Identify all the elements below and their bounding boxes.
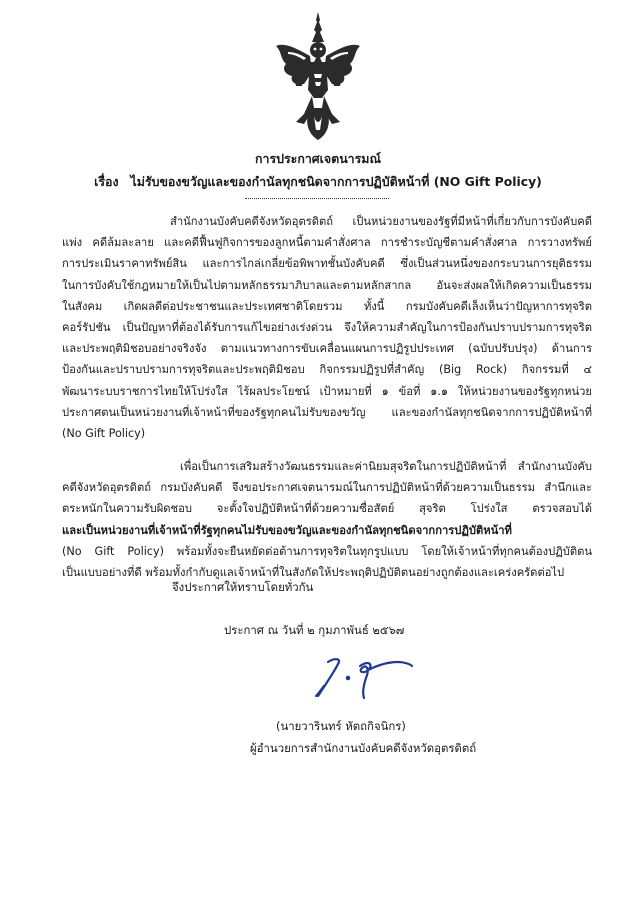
subject-prefix: เรื่อง: [94, 174, 119, 189]
paragraph-line: เพื่อเป็นการเสริมสร้างวัฒนธรรมและค่านิยมสุจริตในการปฏิบัติหน้าที่ สำนักงานบังคับ: [180, 460, 592, 473]
closing-statement: จึงประกาศให้ทราบโดยทั่วกัน: [172, 580, 314, 594]
paragraph-line: คดีจังหวัดอุตรดิตถ์ กรมบังคับคดี จึงขอประกาศเจตนารมณ์ในการปฏิบัติหน้าที่ด้วยความเป็นธรรม สำนึกและ: [62, 481, 592, 495]
paragraph-line: เป็นแบบอย่างที่ดี พร้อมทั้งกำกับดูแลเจ้าหน้าที่ในสังกัดให้ประพฤติปฏิบัติตนอย่างถูกต้องและเคร่งครัดต่อไป: [62, 565, 565, 579]
document-subject: [0, 173, 636, 192]
subject-text: ไม่รับของขวัญและของกำนัลทุกชนิดจากการปฏิบัติหน้าที่ (NO Gift Policy): [130, 174, 542, 189]
body-paragraph-1: [62, 211, 592, 444]
paragraph-line: ตระหนักในความรับผิดชอบ จะตั้งใจปฏิบัติหน้าที่ด้วยความซื่อสัตย์ สุจริต โปร่งใส ตรวจสอบได้: [62, 502, 592, 516]
dotted-divider: [245, 198, 389, 199]
garuda-emblem-icon: [274, 12, 362, 140]
paragraph-line: (No Gift Policy) พร้อมทั้งจะยืนหยัดต่อต้านการทุจริตในทุกรูปแบบ โดยให้เจ้าหน้าที่ทุกคนต้องปฏิบัติตน: [62, 544, 592, 558]
document-title: การประกาศเจตนารมณ์: [255, 151, 381, 166]
paragraph-line: ป้องกันและปราบปรามการทุจริตและประพฤติมิชอบ กิจกรรมปฏิรูปที่สำคัญ (Big Rock) กิจกรรมที่ ๔: [62, 363, 592, 377]
paragraph-line: แพ่ง คดีล้มละลาย และคดีฟื้นฟูกิจการของลูกหนี้ตามคำสั่งศาล การชำระบัญชีตามคำสั่งศาล การวางทรัพย์: [62, 236, 592, 250]
paragraph-line-bold: และเป็นหน่วยงานที่เจ้าหน้าที่รัฐทุกคนไม่รับของขวัญและของกำนัลทุกชนิดจากการปฏิบัติหน้าที่: [62, 523, 512, 537]
paragraph-line: สำนักงานบังคับคดีจังหวัดอุตรดิตถ์ เป็นหน่วยงานของรัฐที่มีหน้าที่เกี่ยวกับการบังคับคดี: [170, 215, 592, 228]
body-paragraph-2: [62, 456, 592, 583]
paragraph-line: (No Gift Policy): [62, 426, 146, 440]
paragraph-line: คอร์รัปชัน เป็นปัญหาที่ต้องได้รับการแก้ไขอย่างเร่งด่วน จึงให้ความสำคัญในการป้องกันปราบปรามการทุจริต: [62, 320, 592, 334]
date-line: ประกาศ ณ วันที่ ๒ กุมภาพันธ์ ๒๕๖๗: [224, 623, 405, 637]
signer-name: (นายวารินทร์ หัตถกิจนิกร): [276, 719, 406, 733]
paragraph-line: ประกาศตนเป็นหน่วยงานที่เจ้าหน้าที่ของรัฐทุกคนไม่รับของขวัญ และของกำนัลทุกชนิดจากการปฏิบัติหน้าที่: [62, 405, 592, 419]
paragraph-line: ในการบังคับใช้กฎหมายให้เป็นไปตามหลักธรรมาภิบาลและตามหลักสากล อันจะส่งผลให้เกิดความเป็นธรรม: [62, 278, 592, 292]
handwritten-signature-icon: [314, 656, 414, 700]
paragraph-line: การประเมินราคาทรัพย์สิน และการไกล่เกลี่ยข้อพิพาทชั้นบังคับคดี ซึ่งเป็นส่วนหนึ่งของกระบวนการยุติธรรม: [62, 257, 592, 271]
signer-position: ผู้อำนวยการสำนักงานบังคับคดีจังหวัดอุตรดิตถ์: [250, 741, 477, 755]
paragraph-line: และประพฤติมิชอบอย่างจริงจัง ตามแนวทางการขับเคลื่อนแผนการปฏิรูปประเทศ (ฉบับปรับปรุง) ด้านการ: [62, 342, 592, 356]
paragraph-line: ในสังคม เกิดผลดีต่อประชาชนและประเทศชาติโดยรวม ทั้งนี้ กรมบังคับคดีเล็งเห็นว่าปัญหาการทุจริต: [62, 299, 592, 313]
paragraph-line: พัฒนาระบบราชการไทยให้โปร่งใส ไร้ผลประโยชน์ เป้าหมายที่ ๑ ข้อที่ ๑.๑ ให้หน่วยงานของรัฐทุกหน่วย: [62, 384, 592, 398]
